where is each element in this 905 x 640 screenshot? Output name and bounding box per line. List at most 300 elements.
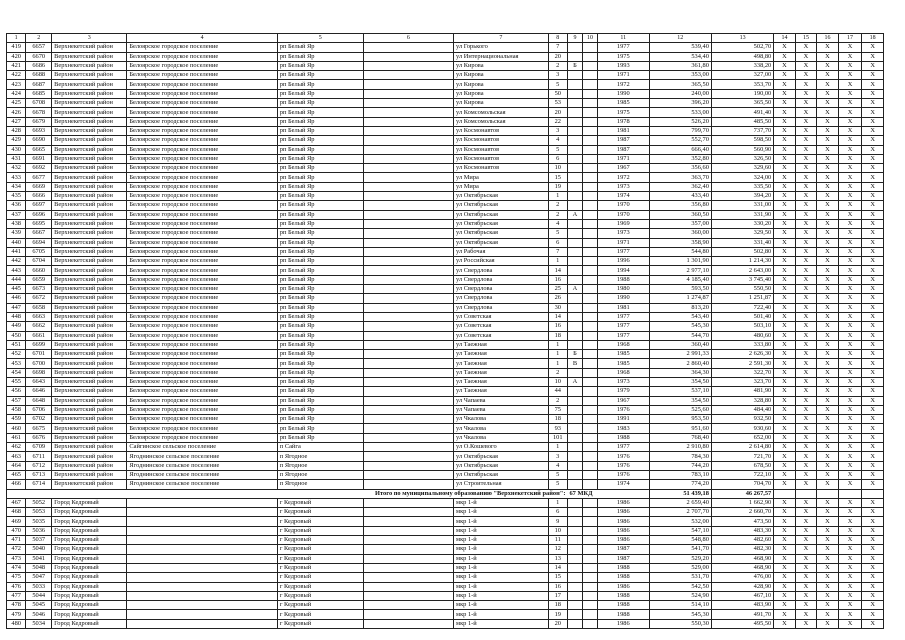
table-cell [567, 424, 582, 433]
table-cell: Верхнекетский район [52, 396, 127, 405]
table-cell: 1968 [598, 368, 650, 377]
table-cell: п Ягодное [277, 480, 363, 489]
table-cell [582, 154, 597, 163]
table-cell: 5047 [26, 573, 52, 582]
table-cell: X [838, 312, 862, 321]
table-cell: X [838, 433, 862, 442]
table-cell: 438 [7, 219, 26, 228]
table-cell [363, 536, 453, 545]
table-cell [363, 210, 453, 219]
table-cell: ул Советская [454, 312, 549, 321]
table-cell: 6648 [26, 396, 52, 405]
table-cell: X [817, 545, 838, 554]
table-cell [567, 563, 582, 572]
table-cell: 450 [7, 331, 26, 340]
table-cell: 6666 [26, 192, 52, 201]
table-cell [582, 517, 597, 526]
table-cell: 432 [7, 164, 26, 173]
table-cell: Белоярское городское поселение [127, 229, 277, 238]
table-cell: Город Кедровый [52, 536, 127, 545]
table-cell: рп Белый Яр [277, 219, 363, 228]
table-cell: 443 [7, 266, 26, 275]
table-cell: рп Белый Яр [277, 247, 363, 256]
table-cell [567, 554, 582, 563]
table-cell: 1988 [598, 610, 650, 619]
table-cell [582, 257, 597, 266]
table-cell: 721,70 [711, 452, 773, 461]
table-cell [582, 536, 597, 545]
table-cell: 18 [548, 601, 567, 610]
table-cell: X [795, 80, 816, 89]
table-cell: X [862, 359, 884, 368]
table-cell: 419 [7, 43, 26, 52]
table-row [7, 43, 884, 52]
table-cell: г Кедровый [277, 517, 363, 526]
table-cell: X [817, 368, 838, 377]
table-cell: X [862, 461, 884, 470]
table-cell: рп Белый Яр [277, 182, 363, 191]
table-cell: рп Белый Яр [277, 80, 363, 89]
table-cell: X [774, 368, 795, 377]
table-cell: 439 [7, 229, 26, 238]
table-cell [363, 322, 453, 331]
table-cell [582, 573, 597, 582]
table-cell: 5046 [26, 610, 52, 619]
table-cell: 26 [548, 294, 567, 303]
table-cell: X [817, 461, 838, 470]
table-cell: 1969 [598, 219, 650, 228]
table-cell [567, 229, 582, 238]
table-cell: X [838, 350, 862, 359]
table-cell: X [817, 340, 838, 349]
table-cell: 1 [548, 257, 567, 266]
table-cell: X [838, 182, 862, 191]
table-cell: 533,00 [649, 108, 711, 117]
column-number-cell: 9 [567, 34, 582, 43]
table-cell: 744,20 [649, 461, 711, 470]
table-cell: мкр 1-й [454, 563, 549, 572]
table-cell: рп Белый Яр [277, 368, 363, 377]
table-row [7, 89, 884, 98]
table-row [7, 396, 884, 405]
table-cell: 453 [7, 359, 26, 368]
table-cell: г Кедровый [277, 591, 363, 600]
table-cell: 1974 [598, 480, 650, 489]
table-cell: 22 [548, 117, 567, 126]
table-cell: X [774, 405, 795, 414]
table-cell: 1 214,30 [711, 257, 773, 266]
table-cell: ул Космонавтов [454, 164, 549, 173]
table-cell: Белоярское городское поселение [127, 201, 277, 210]
table-cell: 353,70 [711, 80, 773, 89]
table-cell: Верхнекетский район [52, 182, 127, 191]
table-cell: Белоярское городское поселение [127, 433, 277, 442]
table-cell: Б [567, 350, 582, 359]
table-cell: В [567, 359, 582, 368]
table-cell: 768,40 [649, 433, 711, 442]
table-cell: Верхнекетский район [52, 377, 127, 386]
table-cell: 1977 [598, 247, 650, 256]
table-cell: 452 [7, 350, 26, 359]
table-cell [567, 275, 582, 284]
table-cell [363, 303, 453, 312]
table-cell: рп Белый Яр [277, 396, 363, 405]
table-cell: X [774, 424, 795, 433]
table-row [7, 210, 884, 219]
column-number-cell: 14 [774, 34, 795, 43]
table-cell: X [795, 508, 816, 517]
table-cell: Город Кедровый [52, 601, 127, 610]
table-cell: рп Белый Яр [277, 145, 363, 154]
table-cell: 322,70 [711, 368, 773, 377]
table-cell: 1987 [598, 554, 650, 563]
table-cell: г Кедровый [277, 610, 363, 619]
table-cell: 6673 [26, 285, 52, 294]
table-cell [363, 52, 453, 61]
table-cell: Белоярское городское поселение [127, 136, 277, 145]
table-cell: рп Белый Яр [277, 303, 363, 312]
table-cell: 470 [7, 526, 26, 535]
table-cell: мкр 1-й [454, 591, 549, 600]
table-cell: 1971 [598, 154, 650, 163]
table-cell: 3 745,40 [711, 275, 773, 284]
table-cell: 6667 [26, 229, 52, 238]
table-cell: X [817, 331, 838, 340]
table-cell: 495,50 [711, 619, 773, 628]
table-cell: 6660 [26, 266, 52, 275]
table-cell: мкр 1-й [454, 545, 549, 554]
table-cell: 476 [7, 582, 26, 591]
table-cell: 360,00 [649, 229, 711, 238]
table-cell: 6663 [26, 312, 52, 321]
table-cell: 550,50 [711, 285, 773, 294]
table-cell: X [838, 303, 862, 312]
table-cell: X [862, 433, 884, 442]
table-cell: 6691 [26, 154, 52, 163]
table-cell: 429 [7, 136, 26, 145]
table-cell: рп Белый Яр [277, 331, 363, 340]
table-cell: 537,10 [649, 387, 711, 396]
table-cell: X [774, 173, 795, 182]
table-cell: X [838, 61, 862, 70]
table-cell: 6690 [26, 136, 52, 145]
table-cell: X [795, 359, 816, 368]
table-cell [582, 508, 597, 517]
table-cell: 5052 [26, 498, 52, 507]
column-number-cell: 18 [862, 34, 884, 43]
table-cell: Белоярское городское поселение [127, 238, 277, 247]
table-cell: 6685 [26, 89, 52, 98]
table-row [7, 303, 884, 312]
table-cell: X [774, 117, 795, 126]
empty-cell [862, 489, 884, 498]
table-cell: Белоярское городское поселение [127, 275, 277, 284]
table-cell: X [838, 563, 862, 572]
table-cell: 932,50 [711, 415, 773, 424]
table-cell: 1977 [598, 322, 650, 331]
table-cell: 448 [7, 312, 26, 321]
table-cell [567, 322, 582, 331]
table-cell: X [838, 545, 862, 554]
table-cell: X [862, 266, 884, 275]
table-row [7, 377, 884, 386]
table-cell: 433 [7, 173, 26, 182]
table-cell: X [795, 554, 816, 563]
table-cell: X [838, 461, 862, 470]
table-cell: 1988 [598, 591, 650, 600]
table-cell [567, 312, 582, 321]
table-cell: 481,90 [711, 387, 773, 396]
table-cell [567, 582, 582, 591]
table-cell: 6643 [26, 377, 52, 386]
table-row [7, 229, 884, 238]
table-cell: 593,50 [649, 285, 711, 294]
table-cell: рп Белый Яр [277, 424, 363, 433]
column-number-cell: 4 [127, 34, 277, 43]
table-cell: X [817, 601, 838, 610]
table-cell: 422 [7, 71, 26, 80]
table-cell: Верхнекетский район [52, 443, 127, 452]
table-cell [567, 136, 582, 145]
table-cell: X [838, 43, 862, 52]
table-cell: X [817, 266, 838, 275]
table-cell: Белоярское городское поселение [127, 61, 277, 70]
table-cell: 464 [7, 461, 26, 470]
table-cell: Белоярское городское поселение [127, 405, 277, 414]
table-row [7, 71, 884, 80]
table-row [7, 359, 884, 368]
table-row [7, 340, 884, 349]
table-cell: мкр 1-й [454, 573, 549, 582]
table-cell: 16 [548, 275, 567, 284]
table-cell: 524,90 [649, 591, 711, 600]
table-cell: X [817, 508, 838, 517]
table-cell: X [795, 89, 816, 98]
table-cell [567, 303, 582, 312]
table-cell: 6709 [26, 443, 52, 452]
table-cell [567, 415, 582, 424]
table-cell [363, 61, 453, 70]
table-cell: ул Таежная [454, 377, 549, 386]
table-cell: X [838, 368, 862, 377]
table-cell: Белоярское городское поселение [127, 182, 277, 191]
table-cell: рп Белый Яр [277, 201, 363, 210]
table-cell [363, 498, 453, 507]
table-cell: 101 [548, 433, 567, 442]
table-cell: 6706 [26, 405, 52, 414]
table-cell: ул О.Кошевого [454, 443, 549, 452]
table-cell: 434 [7, 182, 26, 191]
table-cell: 480 [7, 619, 26, 628]
table-cell [582, 117, 597, 126]
table-cell: 2 977,10 [649, 266, 711, 275]
table-cell: X [795, 387, 816, 396]
table-cell: X [795, 257, 816, 266]
table-cell: X [817, 359, 838, 368]
table-cell [582, 247, 597, 256]
table-cell: 666,40 [649, 145, 711, 154]
table-cell [582, 89, 597, 98]
column-number-cell: 15 [795, 34, 816, 43]
table-cell: ул Октябрьская [454, 192, 549, 201]
table-cell [567, 591, 582, 600]
table-cell [567, 238, 582, 247]
table-cell: 1988 [598, 433, 650, 442]
table-cell: X [838, 285, 862, 294]
table-cell [567, 405, 582, 414]
table-cell [567, 219, 582, 228]
table-cell [363, 89, 453, 98]
table-cell: 475 [7, 573, 26, 582]
table-cell: X [838, 396, 862, 405]
table-cell: X [862, 219, 884, 228]
table-cell: 447 [7, 303, 26, 312]
subtotal-total-area: 51 439,18 [649, 489, 711, 498]
table-cell: ул Советская [454, 322, 549, 331]
table-cell: 19 [548, 610, 567, 619]
table-cell: 440 [7, 238, 26, 247]
table-cell: X [774, 591, 795, 600]
table-cell: г Кедровый [277, 619, 363, 628]
table-cell: 50 [548, 89, 567, 98]
table-cell [567, 294, 582, 303]
table-row [7, 526, 884, 535]
table-cell: X [817, 405, 838, 414]
table-cell: 433,40 [649, 192, 711, 201]
table-cell: X [795, 396, 816, 405]
table-cell: рп Белый Яр [277, 387, 363, 396]
table-cell: 2 [548, 210, 567, 219]
table-cell: X [774, 350, 795, 359]
table-cell: рп Белый Яр [277, 43, 363, 52]
table-cell: Верхнекетский район [52, 247, 127, 256]
table-cell: 5036 [26, 526, 52, 535]
table-cell: X [862, 396, 884, 405]
table-cell: X [774, 470, 795, 479]
table-cell [363, 470, 453, 479]
table-cell: X [795, 480, 816, 489]
table-cell: X [774, 387, 795, 396]
table-cell: Ягоднинское сельское поселение [127, 452, 277, 461]
table-cell: ул Октябрьская [454, 219, 549, 228]
table-cell [582, 350, 597, 359]
table-cell: 5034 [26, 619, 52, 628]
table-row [7, 415, 884, 424]
table-cell: Город Кедровый [52, 582, 127, 591]
table-cell: X [795, 563, 816, 572]
table-cell: 678,50 [711, 461, 773, 470]
table-cell: Белоярское городское поселение [127, 377, 277, 386]
table-cell: 6672 [26, 294, 52, 303]
table-cell [582, 470, 597, 479]
table-cell [363, 461, 453, 470]
table-cell: 2 [548, 61, 567, 70]
table-cell: X [838, 275, 862, 284]
table-cell: 436 [7, 201, 26, 210]
table-row [7, 182, 884, 191]
table-cell: X [795, 201, 816, 210]
table-cell: X [862, 247, 884, 256]
table-cell [582, 415, 597, 424]
column-number-cell: 6 [363, 34, 453, 43]
table-cell: 532,00 [649, 517, 711, 526]
table-row [7, 257, 884, 266]
table-cell: 446 [7, 294, 26, 303]
table-cell: Верхнекетский район [52, 80, 127, 89]
table-cell: 5 [548, 80, 567, 89]
table-cell: ул Таежная [454, 350, 549, 359]
table-cell: X [774, 563, 795, 572]
table-cell: Верхнекетский район [52, 192, 127, 201]
column-number-row [7, 34, 884, 43]
table-cell: г Кедровый [277, 601, 363, 610]
table-cell: 10 [548, 526, 567, 535]
table-cell: 327,00 [711, 71, 773, 80]
table-cell: 2 [548, 396, 567, 405]
table-cell: Верхнекетский район [52, 470, 127, 479]
table-cell: 6713 [26, 470, 52, 479]
table-cell: X [862, 350, 884, 359]
table-cell: Верхнекетский район [52, 108, 127, 117]
table-cell: Верхнекетский район [52, 368, 127, 377]
table-cell: 1978 [598, 117, 650, 126]
table-cell: 421 [7, 61, 26, 70]
table-cell: рп Белый Яр [277, 154, 363, 163]
table-cell: А [567, 285, 582, 294]
table-row [7, 405, 884, 414]
column-number-cell: 17 [838, 34, 862, 43]
table-cell: X [862, 99, 884, 108]
table-cell: X [862, 601, 884, 610]
table-cell: X [795, 275, 816, 284]
table-cell: Белоярское городское поселение [127, 89, 277, 98]
table-cell: рп Белый Яр [277, 229, 363, 238]
table-cell: ул Космонавтов [454, 145, 549, 154]
table-cell: X [862, 480, 884, 489]
table-cell: X [838, 80, 862, 89]
table-cell: 1991 [598, 415, 650, 424]
table-cell: рп Белый Яр [277, 350, 363, 359]
table-cell: 4 [548, 136, 567, 145]
table-cell: 330,20 [711, 219, 773, 228]
table-cell: X [817, 563, 838, 572]
table-cell [567, 480, 582, 489]
table-row [7, 126, 884, 135]
table-cell: 1976 [598, 452, 650, 461]
table-cell: 1977 [598, 43, 650, 52]
column-number-cell: 16 [817, 34, 838, 43]
table-cell: Город Кедровый [52, 498, 127, 507]
table-cell: 324,00 [711, 173, 773, 182]
table-cell: 6705 [26, 247, 52, 256]
column-number-cell: 2 [26, 34, 52, 43]
table-cell [127, 508, 277, 517]
table-cell [127, 563, 277, 572]
table-cell: X [817, 247, 838, 256]
table-cell: X [862, 294, 884, 303]
table-cell: Верхнекетский район [52, 154, 127, 163]
table-cell: Верхнекетский район [52, 340, 127, 349]
table-cell [363, 164, 453, 173]
table-cell: г Кедровый [277, 573, 363, 582]
table-cell: X [774, 238, 795, 247]
table-cell [582, 526, 597, 535]
table-cell: X [817, 238, 838, 247]
table-row [7, 294, 884, 303]
table-cell: 13 [548, 554, 567, 563]
table-cell: ул Советская [454, 331, 549, 340]
table-cell: X [795, 43, 816, 52]
